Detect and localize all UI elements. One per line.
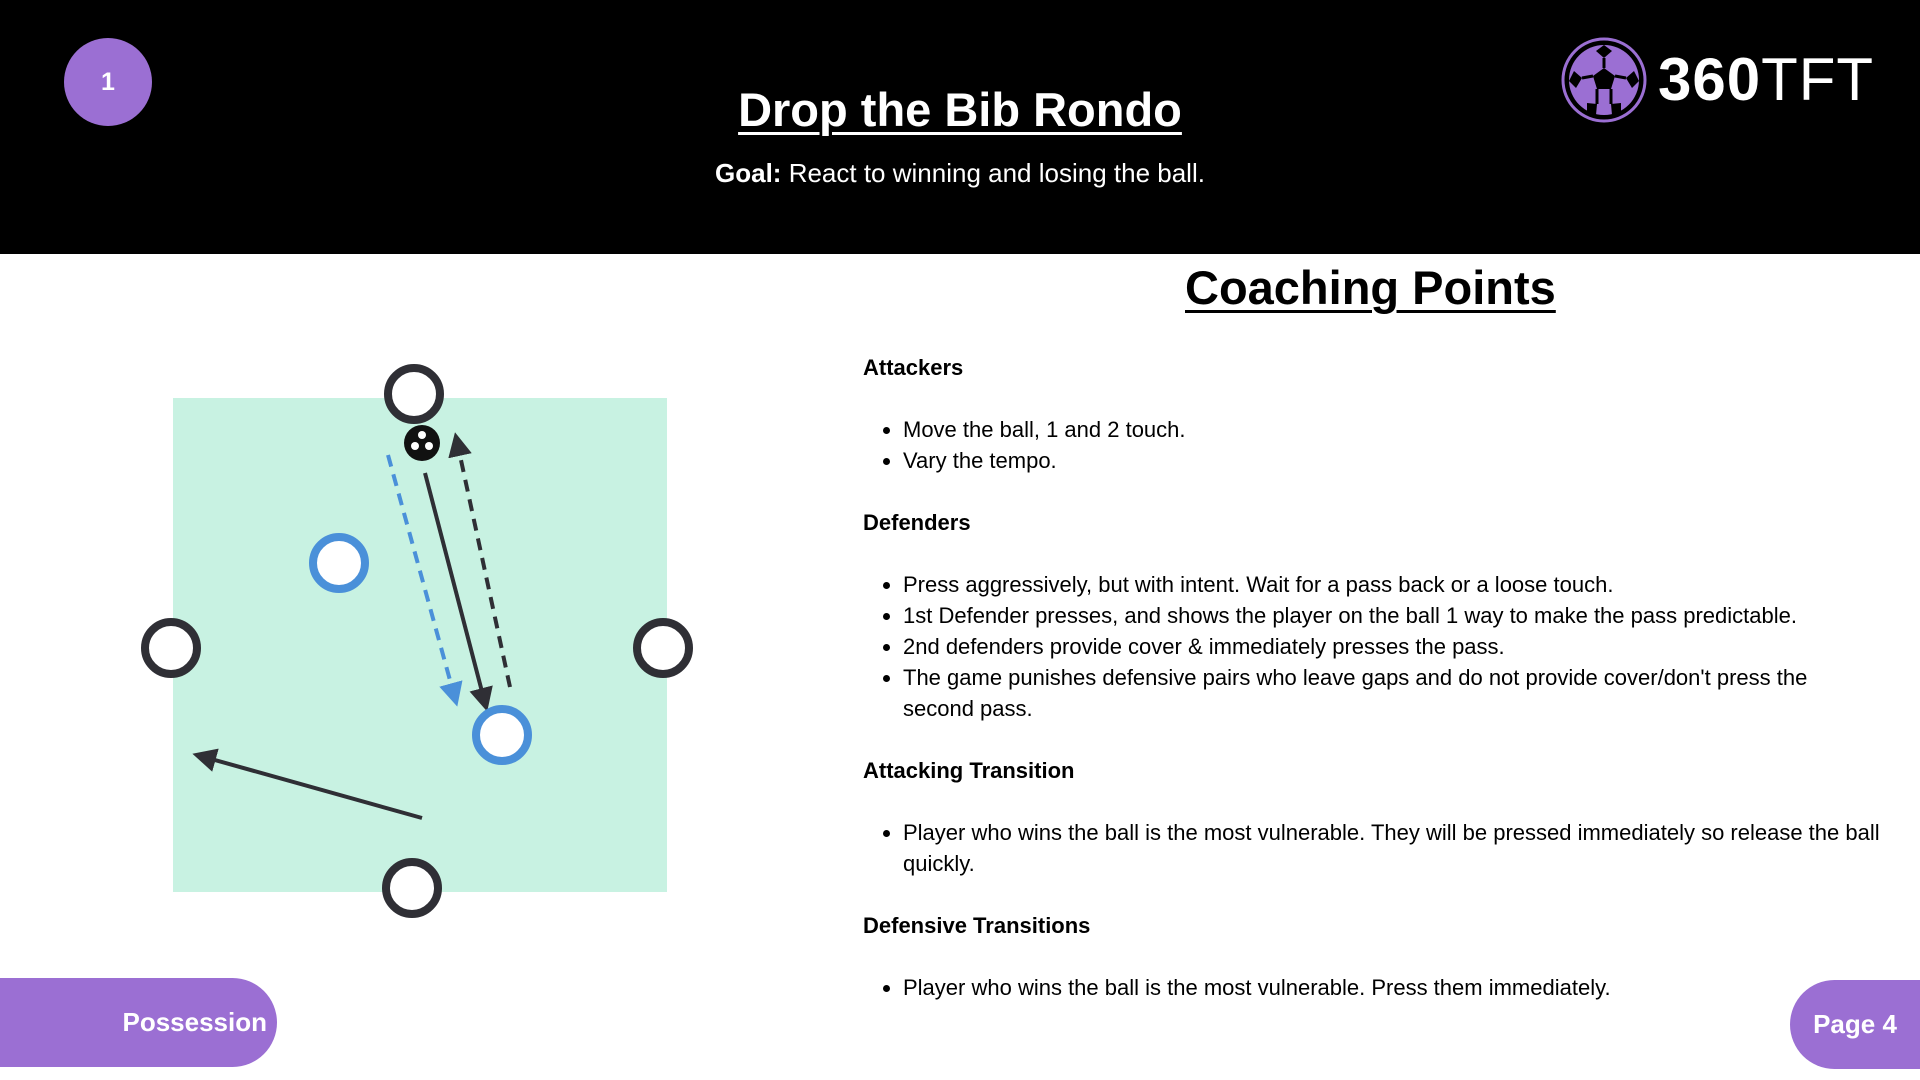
section-heading-attackers: Attackers	[863, 355, 964, 380]
bullet-list	[863, 414, 1883, 476]
soccer-ball-icon	[1560, 36, 1648, 124]
bullet-list	[863, 569, 1883, 724]
drill-title: Drop the Bib Rondo	[738, 83, 1182, 136]
attacker-marker	[145, 622, 197, 674]
section-heading-defenders: Defenders	[863, 510, 971, 535]
list-item: • Player who wins the ball is the most vulnerable. Press them immediately.	[903, 972, 1883, 1003]
header-bar	[0, 0, 1920, 254]
ball-icon	[404, 425, 440, 461]
attacker-marker	[637, 622, 689, 674]
goal-text: React to winning and losing the ball.	[781, 158, 1205, 188]
list-item: • Vary the tempo.	[903, 445, 1883, 476]
section-heading-attacking-transition: Attacking Transition	[863, 758, 1075, 783]
list-item: • Player who wins the ball is the most vulnerable. They will be pressed immediately so release the ball quickly.	[903, 817, 1883, 879]
drill-goal	[0, 158, 1920, 189]
list-item: • Move the ball, 1 and 2 touch.	[903, 414, 1883, 445]
attacker-marker	[386, 862, 438, 914]
list-item: • Press aggressively, but with intent. Wait for a pass back or a loose touch.	[903, 569, 1883, 600]
drill-number-badge: 1	[64, 38, 152, 126]
defender-marker	[313, 537, 365, 589]
brand-name: 360TFT	[1658, 46, 1875, 113]
rondo-diagram	[130, 355, 710, 935]
section-heading-defensive-transitions: Defensive Transitions	[863, 913, 1091, 938]
brand-logo	[1560, 36, 1874, 124]
list-item: • The game punishes defensive pairs who leave gaps and do not provide cover/don't press the second pass.	[903, 662, 1883, 724]
defender-marker	[476, 709, 528, 761]
page-number-badge: Page 4	[1790, 980, 1920, 1069]
goal-label: Goal:	[715, 158, 782, 188]
bullet-list	[863, 972, 1883, 1003]
coaching-points-list	[863, 352, 1883, 1034]
list-item: • 1st Defender presses, and shows the player on the ball 1 way to make the pass predictable.	[903, 600, 1883, 631]
coaching-points-title: Coaching Points	[1185, 261, 1556, 314]
attacker-marker	[388, 368, 440, 420]
bullet-list	[863, 817, 1883, 879]
list-item: • 2nd defenders provide cover & immediately presses the pass.	[903, 631, 1883, 662]
category-tag: Possession	[0, 978, 277, 1067]
